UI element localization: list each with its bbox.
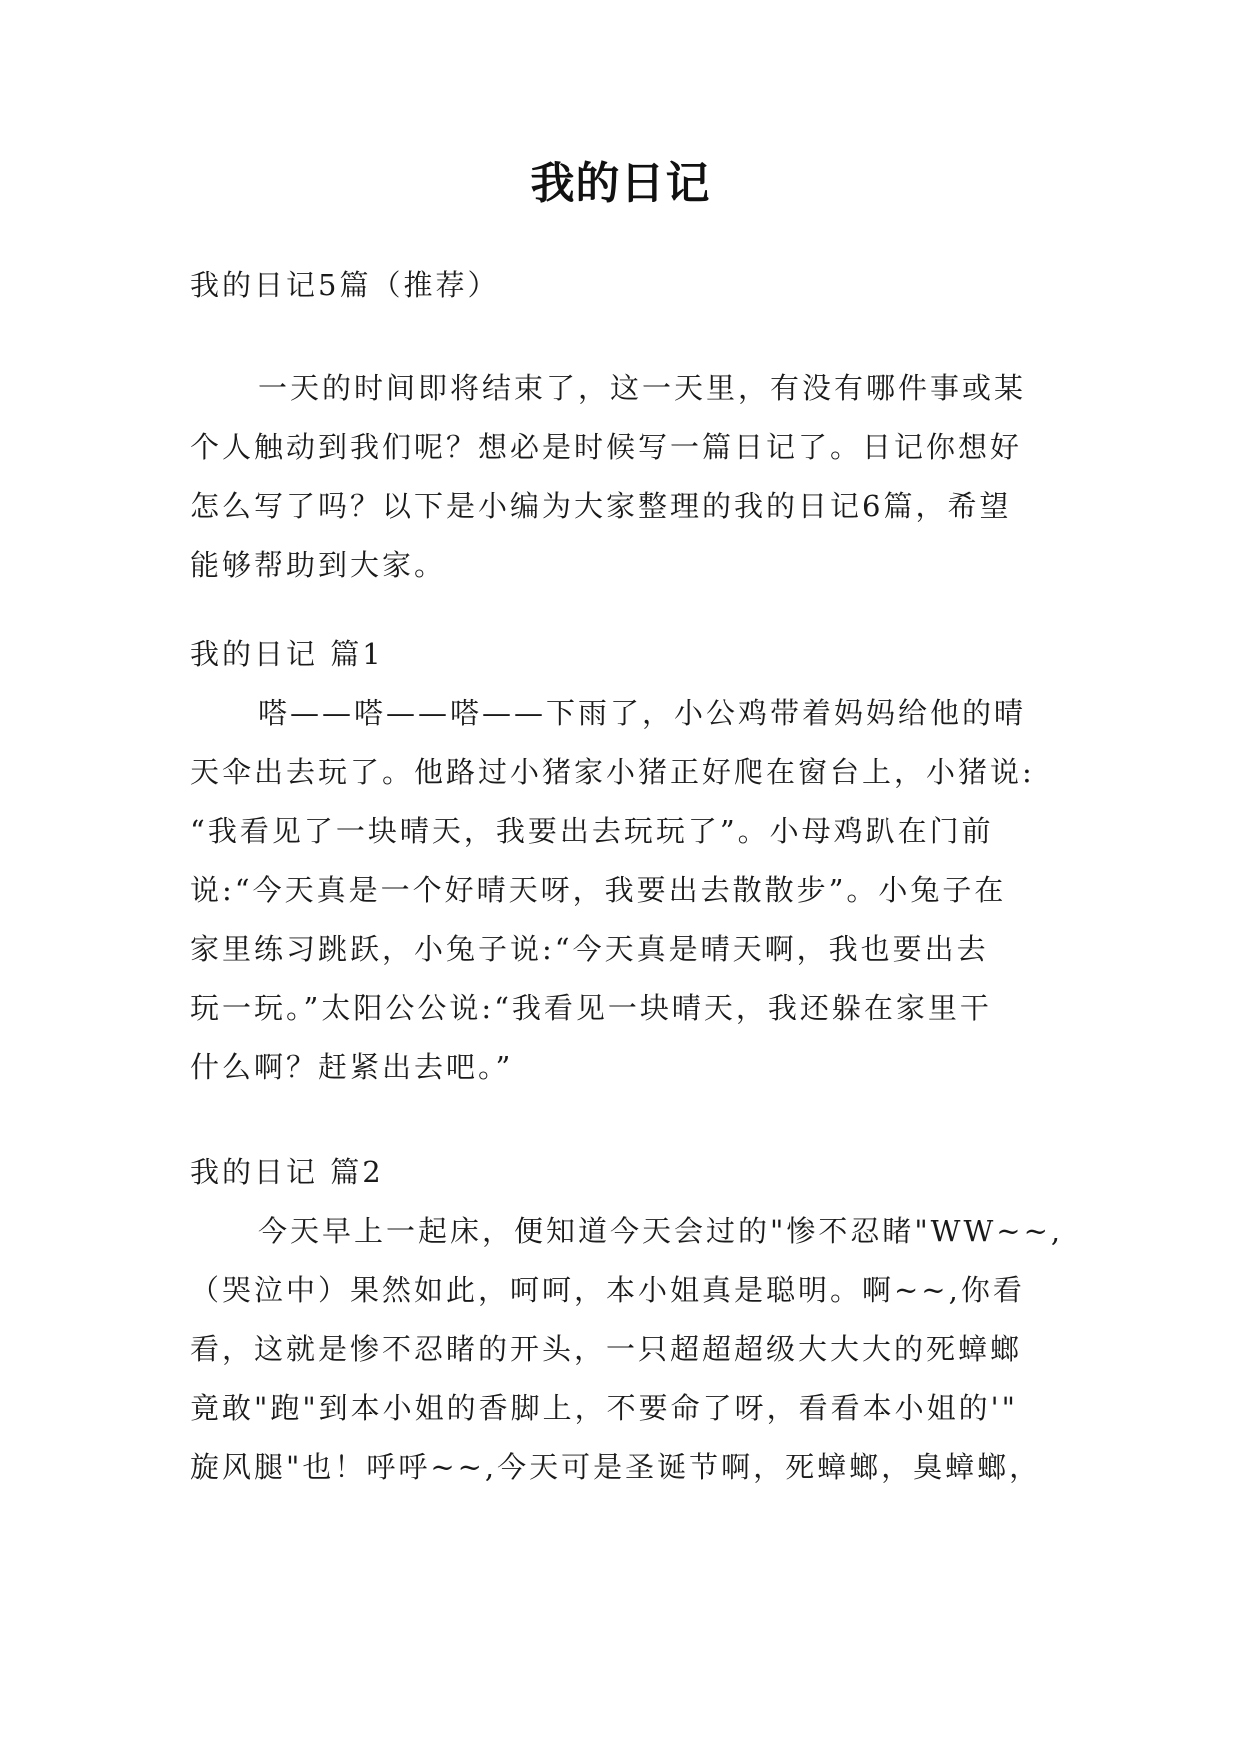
intro-line: 怎么写了吗？以下是小编为大家整理的我的日记6篇，希望 — [190, 489, 1012, 523]
section-line: 今天早上一起床，便知道今天会过的"惨不忍睹"WW~~, — [258, 1214, 1064, 1248]
intro-line: 个人触动到我们呢？想必是时候写一篇日记了。日记你想好 — [190, 430, 1023, 464]
subtitle-text: 我的日记5篇（推荐） — [190, 268, 500, 302]
section-line: （哭泣中）果然如此，呵呵，本小姐真是聪明。啊~~,你看 — [190, 1273, 1025, 1307]
section-line: “我看见了一块晴天，我要出去玩玩了”。小母鸡趴在门前 — [190, 814, 994, 848]
section-line: 旋风腿"也！呼呼~~,今天可是圣诞节啊，死蟑螂，臭蟑螂， — [190, 1450, 1042, 1484]
document-subtitle — [190, 256, 1060, 315]
section-line: 说:“今天真是一个好晴天呀，我要出去散散步”。小兔子在 — [190, 873, 1007, 907]
section-line: 家里练习跳跃，小兔子说:“今天真是晴天啊，我也要出去 — [190, 932, 989, 966]
section-line: 嗒——嗒——嗒——下雨了，小公鸡带着妈妈给他的晴 — [258, 696, 1027, 730]
section-2 — [190, 1143, 1064, 1497]
section-line: 玩一玩。”太阳公公说:“我看见一块晴天，我还躲在家里干 — [190, 991, 992, 1025]
intro-paragraph — [190, 359, 1060, 595]
section-line: 看，这就是惨不忍睹的开头，一只超超超级大大大的死蟑螂 — [190, 1332, 1023, 1366]
section-line: 竟敢"跑"到本小姐的香脚上，不要命了呀，看看本小姐的'" — [190, 1391, 1018, 1425]
section-heading: 我的日记 篇2 — [190, 1155, 384, 1189]
section-line: 天伞出去玩了。他路过小猪家小猪正好爬在窗台上，小猪说: — [190, 755, 1035, 789]
intro-line: 一天的时间即将结束了，这一天里，有没有哪件事或某 — [258, 371, 1027, 405]
section-heading: 我的日记 篇1 — [190, 637, 384, 671]
intro-line: 能够帮助到大家。 — [190, 548, 447, 582]
section-1 — [190, 625, 1060, 1097]
document-title: 我的日记 — [530, 158, 711, 209]
section-line: 什么啊？赶紧出去吧。” — [190, 1050, 514, 1084]
